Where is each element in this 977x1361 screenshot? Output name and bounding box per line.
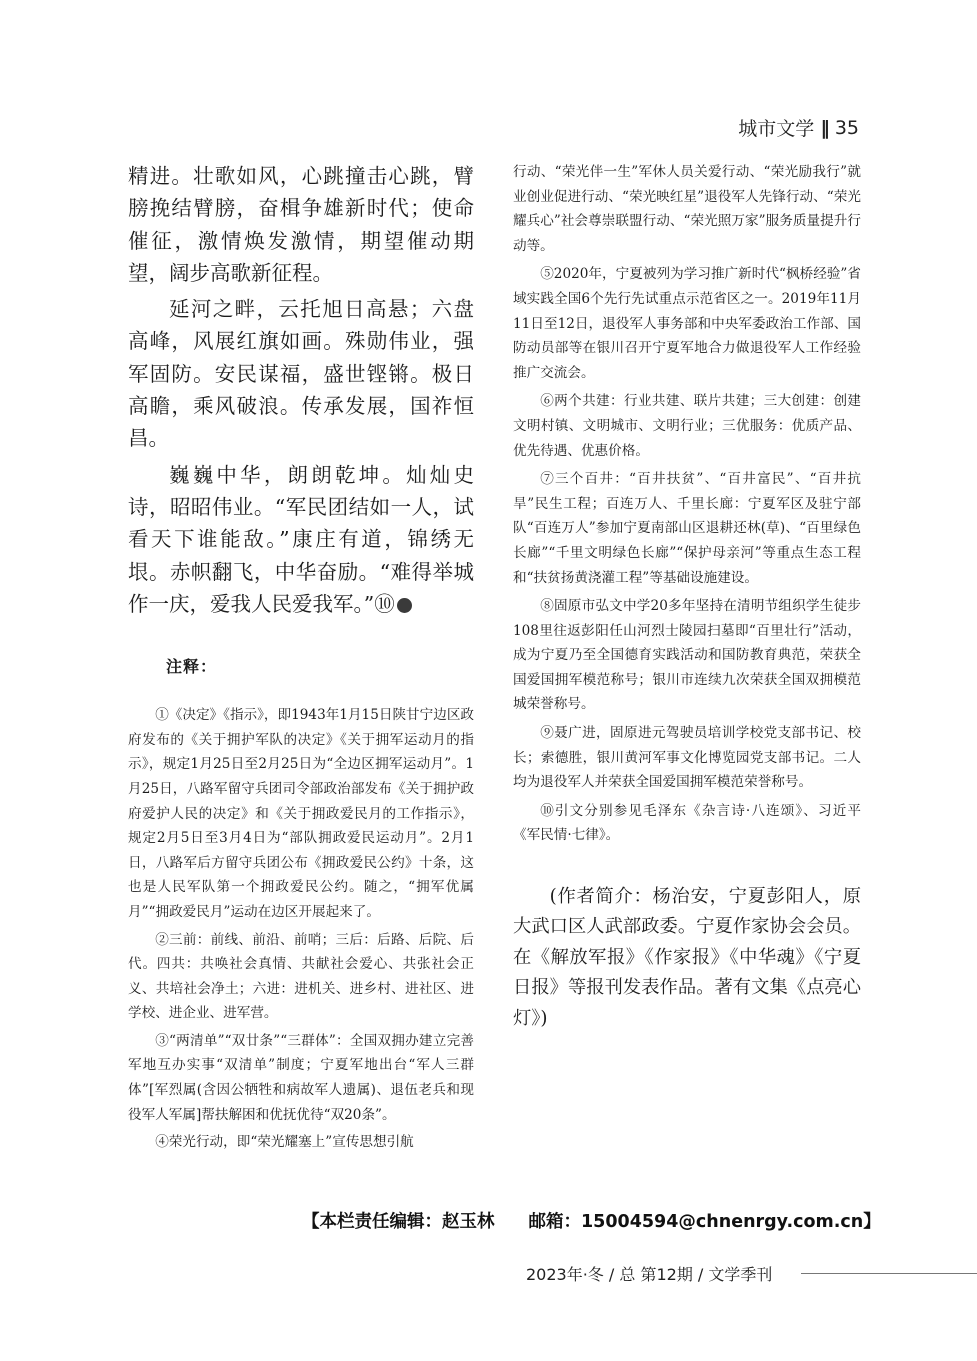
poem-paragraph-text: 巍巍中华，朗朗乾坤。灿灿史诗，昭昭伟业。“军民团结如一人，试看天下谁能敌。”康庄有道，锦绣无垠。赤帜翻飞，中华奋励。“难得举城作一庆，爱我人民爱我军。”⑩	[128, 462, 474, 616]
page-footer: 2023年·冬 / 总 第12期 / 文学季刊	[526, 1265, 773, 1284]
note-item-continued: 行动、“荣光伴一生”军休人员关爱行动、“荣光励我行”就业创业促进行动、“荣光映红星”退役军人先锋行动、“荣光耀兵心”社会尊崇联盟行动、“荣光照万家”服务质量提升行动等。	[513, 164, 861, 254]
editor-credit	[302, 1208, 881, 1233]
note-item: ⑩引文分别参见毛泽东《杂言诗·八连颂》、习近平《军民情·七律》。	[513, 802, 861, 844]
poem-text	[128, 160, 474, 620]
section-title: 城市文学	[738, 118, 815, 140]
note-item: ④荣光行动，即“荣光耀塞上”宣传思想引航	[155, 1134, 414, 1151]
page-number: 35	[834, 116, 859, 139]
page-header	[738, 114, 859, 141]
poem-paragraph: 精进。壮歌如风，心跳撞击心跳，臂膀挽结臂膀，奋楫争雄新时代；使命催征，激情焕发激情，期望催动期望，阔步高歌新征程。	[128, 164, 474, 285]
editor-email: 邮箱：15004594@chnenrgy.com.cn】	[528, 1212, 881, 1232]
right-column	[513, 160, 861, 1052]
end-mark-icon	[397, 598, 412, 613]
poem-paragraph	[128, 459, 474, 620]
author-bio: (作者简介：杨治安，宁夏彭阳人，原大武口区人武部政委。宁夏作家协会会员。在《解放军报》《作家报》《中华魂》《宁夏日报》等报刊发表作品。著有文集《点亮心灯》)	[513, 886, 861, 1029]
left-column	[128, 160, 474, 1158]
note-item: ⑨聂广进，固原进元驾驶员培训学校党支部书记、校长；索德胜，银川黄河军事文化博览园党支部书记。二人均为退役军人并荣获全国爱国拥军模范荣誉称号。	[513, 725, 861, 791]
poem-paragraph: 延河之畔，云托旭日高悬；六盘高峰，风展红旗如画。殊勋伟业，强军固防。安民谋福，盛世铿锵。极日高瞻，乘风破浪。传承发展，国祚恒昌。	[128, 297, 474, 451]
notes-title: 注释：	[166, 657, 218, 677]
note-item: ②三前：前线、前沿、前哨；三后：后路、后院、后代。四共：共唤社会真情、共献社会爱心、共张社会正义、共培社会净土；六进：进机关、进乡村、进社区、进学校、进企业、进军营。	[128, 931, 474, 1022]
editor-name: 【本栏责任编辑：赵玉林	[302, 1212, 495, 1232]
note-item: ⑦三个百井：“百井扶贫”、“百井富民”、“百井抗旱”民生工程；百连万人、千里长廊：宁夏军区及驻宁部队“百连万人”参加宁夏南部山区退耕还林(草)、“百里绿色长廊”“千里文明绿色长廊”“保护母亲河”等重点生态工程和“扶贫扬黄浇灌工程”等基础设施建设。	[513, 471, 861, 586]
footer-rule	[801, 1273, 977, 1274]
note-item: ⑧固原市弘文中学20多年坚持在清明节组织学生徒步108里往返彭阳任山河烈士陵园扫墓即“百里壮行”活动，成为宁夏乃至全国德育实践活动和国防教育典范，荣获全国爱国拥军模范称号；银川市连续九次荣获全国双拥模范城荣誉称号。	[513, 598, 861, 713]
note-item: ①《决定》《指示》，即1943年1月15日陕甘宁边区政府发布的《关于拥护军队的决定》《关于拥军运动月的指示》，规定1月25日至2月25日为“全边区拥军运动月”。1月25日，八路军留守兵团司令部政治部发布《关于拥护政府爱护人民的决定》和《关于拥政爱民月的工作指示》，规定2月5日至3月4日为“部队拥政爱民运动月”。2月1日，八路军后方留守兵团公布《拥政爱民公约》十条，这也是人民军队第一个拥政爱民公约。随之，“拥军优属月”“拥政爱民月”运动在边区开展起来了。	[128, 707, 475, 920]
note-item: ⑤2020年，宁夏被列为学习推广新时代“枫桥经验”省域实践全国6个先行先试重点示范省区之一。2019年11月11日至12日，退役军人事务部和中央军委政治工作部、国防动员部等在银川召开宁夏军地合力做退役军人工作经验推广交流会。	[513, 266, 861, 381]
note-item: ③“两清单”“双廿条”“三群体”：全国双拥办建立完善军地互办实事“双清单”制度；宁夏军地出台“军人三群体”[军烈属(含因公牺牲和病故军人遗属)、退伍老兵和现役军人军属]帮扶解困和优抚优待“双20条”。	[128, 1032, 474, 1123]
note-item: ⑥两个共建：行业共建、联片共建；三大创建：创建文明村镇、文明城市、文明行业；三优服务：优质产品、优先待遇、优惠价格。	[513, 393, 861, 459]
header-separator: ‖	[820, 116, 829, 139]
